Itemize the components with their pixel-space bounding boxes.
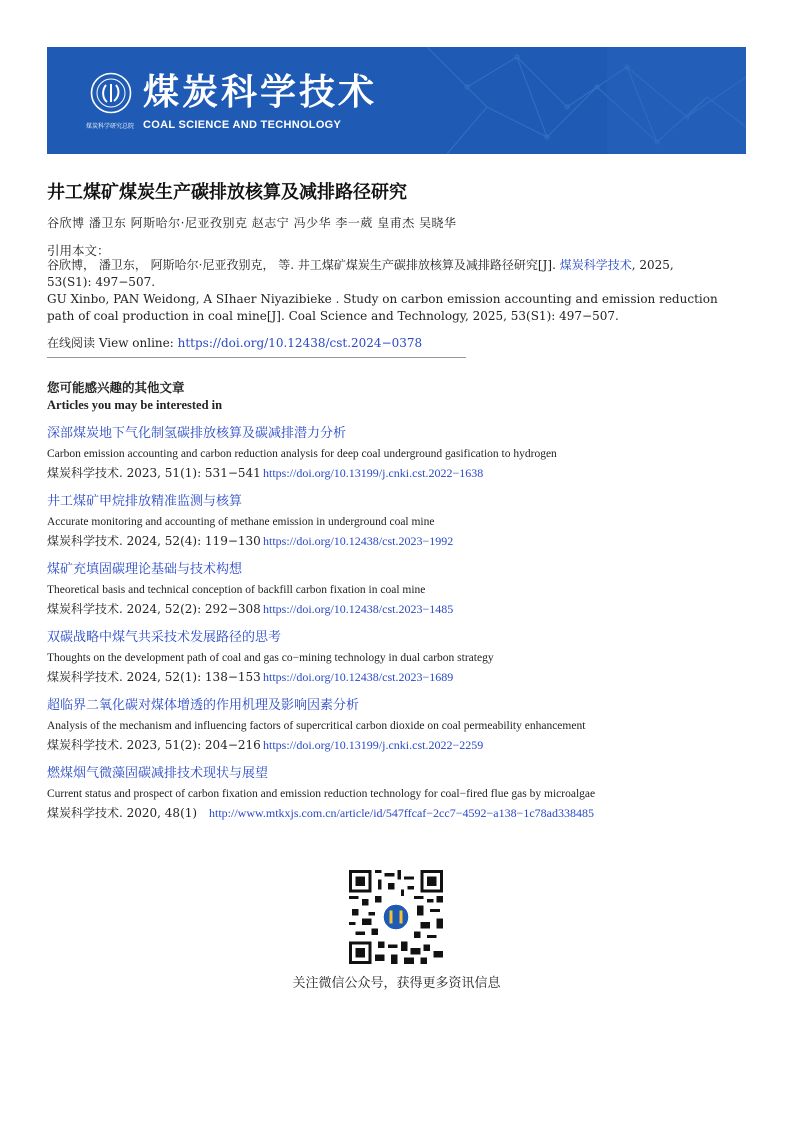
related-article-citation: 煤炭科学技术. 2024, 52(1): 138−153	[47, 670, 261, 684]
article-authors: 谷欣博 潘卫东 阿斯哈尔·尼亚孜别克 赵志宁 冯少华 李一葳 皇甫杰 吴晓华	[47, 216, 457, 230]
related-article-citation: 煤炭科学技术. 2024, 52(2): 292−308	[47, 602, 261, 616]
article-title: 井工煤矿煤炭生产碳排放核算及减排路径研究	[47, 182, 407, 203]
related-article-doi-link[interactable]: https://doi.org/10.13199/j.cnki.cst.2022−2259	[263, 738, 484, 752]
related-article-source	[47, 464, 747, 482]
related-article-title-en: Thoughts on the development path of coal and gas co−mining technology in dual carbon strategy	[47, 652, 494, 664]
related-article-title-en: Accurate monitoring and accounting of methane emission in underground coal mine	[47, 516, 435, 528]
online-doi-link[interactable]: https://doi.org/10.12438/cst.2024−0378	[177, 336, 423, 350]
citation-en: GU Xinbo, PAN Weidong, A SIhaer Niyazibieke . Study on carbon emission accounting and emission reduction path of coal production in coal mine[J]. Coal Science and Technology, 2025, 53(S1): 497−507.	[47, 292, 718, 323]
related-article-source	[47, 736, 747, 754]
related-article-source	[47, 532, 747, 550]
citation-journal-link[interactable]: 煤炭科学技术	[559, 258, 632, 272]
related-article-source	[47, 804, 747, 822]
citation-cn-line2: 53(S1): 497−507.	[47, 275, 156, 289]
related-article-doi-link[interactable]: http://www.mtkxjs.com.cn/article/id/547ffcaf−2cc7−4592−a138−1c78ad338485	[209, 806, 594, 820]
citation-heading: 引用本文：	[47, 243, 110, 258]
related-article-citation: 煤炭科学技术. 2023, 51(1): 531−541	[47, 466, 261, 480]
related-article-source	[47, 600, 747, 618]
related-article-title-link[interactable]: 深部煤炭地下气化制氢碳排放核算及碳减排潜力分析	[47, 426, 347, 441]
related-article-citation: 煤炭科学技术. 2024, 52(4): 119−130	[47, 534, 261, 548]
related-article-doi-link[interactable]: https://doi.org/10.12438/cst.2023−1485	[263, 602, 454, 616]
related-article	[47, 629, 747, 686]
related-article-title-en: Current status and prospect of carbon fixation and emission reduction technology for coal−fired flue gas by microalgae	[47, 788, 596, 800]
divider	[47, 357, 466, 358]
related-article-title-link[interactable]: 煤矿充填固碳理论基础与技术构想	[47, 562, 243, 577]
related-article-doi-link[interactable]: https://doi.org/10.12438/cst.2023−1992	[263, 534, 454, 548]
wechat-qr-code-icon	[349, 870, 443, 964]
related-article-title-link[interactable]: 井工煤矿甲烷排放精准监测与核算	[47, 494, 243, 509]
related-article	[47, 493, 747, 550]
journal-name-cn: 煤炭科学技术	[143, 71, 378, 113]
related-heading-en: Articles you may be interested in	[47, 398, 223, 412]
citation-cn	[47, 257, 747, 274]
related-article-doi-link[interactable]: https://doi.org/10.13199/j.cnki.cst.2022−1638	[263, 466, 484, 480]
related-article-title-link[interactable]: 超临界二氧化碳对煤体增透的作用机理及影响因素分析	[47, 698, 360, 713]
related-article-title-link[interactable]: 双碳战略中煤气共采技术发展路径的思考	[47, 630, 282, 645]
related-article-citation: 煤炭科学技术. 2023, 51(2): 204−216	[47, 738, 261, 752]
related-article-title-link[interactable]: 燃煤烟气微藻固碳减排技术现状与展望	[47, 766, 269, 781]
related-article-title-en: Carbon emission accounting and carbon reduction analysis for deep coal underground gasification to hydrogen	[47, 448, 557, 460]
citation-cn-suffix: , 2025,	[631, 258, 674, 272]
related-heading-cn: 您可能感兴趣的其他文章	[47, 380, 185, 395]
related-article	[47, 425, 747, 482]
citation-cn-prefix: 谷欣博， 潘卫东， 阿斯哈尔·尼亚孜别克， 等. 井工煤矿煤炭生产碳排放核算及减排路径研究[J].	[47, 258, 560, 272]
related-article-source	[47, 668, 747, 686]
online-label: 在线阅读 View online:	[47, 336, 178, 350]
related-article	[47, 765, 747, 822]
online-reading	[47, 334, 422, 351]
journal-logo-icon	[90, 72, 132, 114]
journal-name-en: COAL SCIENCE AND TECHNOLOGY	[143, 119, 342, 131]
related-article-citation: 煤炭科学技术. 2020, 48(1)	[47, 806, 198, 820]
citation-block	[47, 257, 747, 325]
related-article-title-en: Theoretical basis and technical conception of backfill carbon fixation in coal mine	[47, 584, 426, 596]
related-article-title-en: Analysis of the mechanism and influencing factors of supercritical carbon dioxide on coal permeability enhancement	[47, 720, 586, 732]
related-article	[47, 561, 747, 618]
institute-name: 煤炭科学研究总院	[86, 123, 135, 130]
related-article-doi-link[interactable]: https://doi.org/10.12438/cst.2023−1689	[263, 670, 454, 684]
qr-caption: 关注微信公众号，获得更多资讯信息	[292, 976, 501, 991]
related-article	[47, 697, 747, 754]
